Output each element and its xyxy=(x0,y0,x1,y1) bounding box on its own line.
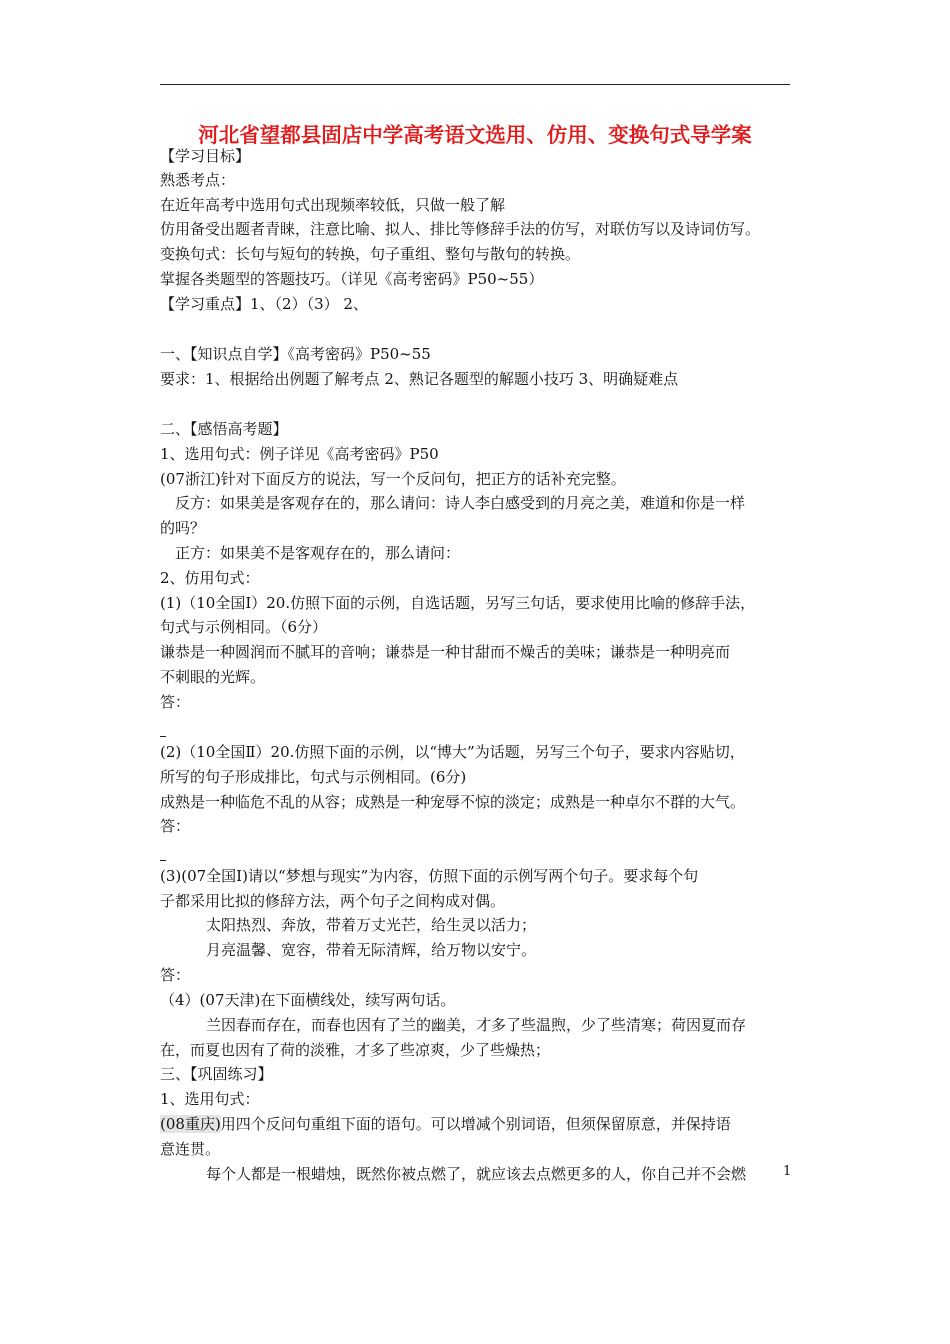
text-line: 仿用备受出题者青睐，注意比喻、拟人、排比等修辞手法的仿写，对联仿写以及诗词仿写。 xyxy=(160,220,761,238)
highlighted-source: (08重庆) xyxy=(160,1115,221,1133)
text-line: 正方：如果美不是客观存在的，那么请问： xyxy=(175,544,461,562)
text-line: 2、仿用句式： xyxy=(160,569,260,587)
text-line: 不刺眼的光辉。 xyxy=(160,668,266,686)
text-line: 每个人都是一根蜡烛，既然你被点燃了，就应该去点燃更多的人，你自己并不会燃 xyxy=(206,1165,747,1183)
section-heading-3: 三、【巩固练习】 xyxy=(160,1065,273,1083)
answer-label: 答： xyxy=(160,817,191,835)
text-line: 成熟是一种临危不乱的从容；成熟是一种宠辱不惊的淡定；成熟是一种卓尔不群的大气。 xyxy=(160,793,746,811)
text-line: 的吗？ xyxy=(160,519,206,537)
text-line: 所写的句子形成排比，句式与示例相同。(6分) xyxy=(160,768,467,786)
text-line: 在，而夏也因有了荷的淡雅，才多了些凉爽，少了些燥热； xyxy=(160,1041,551,1059)
text-line: 子都采用比拟的修辞方法，两个句子之间构成对偶。 xyxy=(160,892,506,910)
page-number: 1 xyxy=(783,1164,792,1179)
text-line: 要求：1、根据给出例题了解考点 2、熟记各题型的解题小技巧 3、明确疑难点 xyxy=(160,370,679,388)
text-line: 熟悉考点： xyxy=(160,171,236,189)
section-label-focus: 【学习重点】1、（2）（3） 2、 xyxy=(160,295,368,313)
text-line xyxy=(160,1114,731,1134)
text-line: 1、选用句式：例子详见《高考密码》P50 xyxy=(160,445,439,463)
text-line: 在近年高考中选用句式出现频率较低，只做一般了解 xyxy=(160,196,506,214)
text-line: 1、选用句式： xyxy=(160,1090,260,1108)
text-line: 句式与示例相同。（6分） xyxy=(160,618,328,636)
text-line: 变换句式：长句与短句的转换，句子重组、整句与散句的转换。 xyxy=(160,245,581,263)
text-line: 谦恭是一种圆润而不腻耳的音响；谦恭是一种甘甜而不燥舌的美味；谦恭是一种明亮而 xyxy=(160,643,731,661)
text-fragment: 用四个反问句重组下面的语句。可以增减个别词语，但须保留原意，并保持语 xyxy=(220,1115,731,1133)
text-line: (1)（10全国Ⅰ）20.仿照下面的示例，自选话题，另写三句话，要求使用比喻的修辞手法， xyxy=(160,594,756,612)
section-heading-2: 二、【感悟高考题】 xyxy=(160,420,288,438)
text-line: 反方：如果美是客观存在的，那么请问：诗人李白感受到的月亮之美，难道和你是一样 xyxy=(175,494,746,512)
document-title: 河北省望都县固店中学高考语文选用、仿用、变换句式导学案 xyxy=(198,123,752,147)
text-line: （4）(07天津)在下面横线处，续写两句话。 xyxy=(160,991,456,1009)
text-line: (3)(07全国Ⅰ)请以“梦想与现实”为内容，仿照下面的示例写两个句子。要求每个句 xyxy=(160,867,699,885)
answer-label: 答： xyxy=(160,966,191,984)
text-line: (2)（10全国Ⅱ）20.仿照下面的示例，以“博大”为话题，另写三个句子，要求内容贴切， xyxy=(160,743,745,761)
answer-label: 答： xyxy=(160,693,191,711)
section-heading-1: 一、【知识点自学】《高考密码》P50~55 xyxy=(160,345,431,363)
header-rule xyxy=(160,84,790,85)
text-line: (07浙江)针对下面反方的说法，写一个反问句，把正方的话补充完整。 xyxy=(160,470,626,488)
answer-mark xyxy=(160,736,166,737)
text-line: 月亮温馨、宽容，带着无际清辉，给万物以安宁。 xyxy=(206,941,537,959)
text-line: 兰因春而存在，而春也因有了兰的幽美，才多了些温煦，少了些清寒；荷因夏而存 xyxy=(206,1016,747,1034)
section-label-goals: 【学习目标】 xyxy=(160,147,251,165)
text-line: 掌握各类题型的答题技巧。（详见《高考密码》P50~55） xyxy=(160,270,544,288)
text-line: 太阳热烈、奔放，带着万丈光芒，给生灵以活力； xyxy=(206,916,537,934)
text-line: 意连贯。 xyxy=(160,1140,221,1158)
answer-mark xyxy=(160,860,166,861)
